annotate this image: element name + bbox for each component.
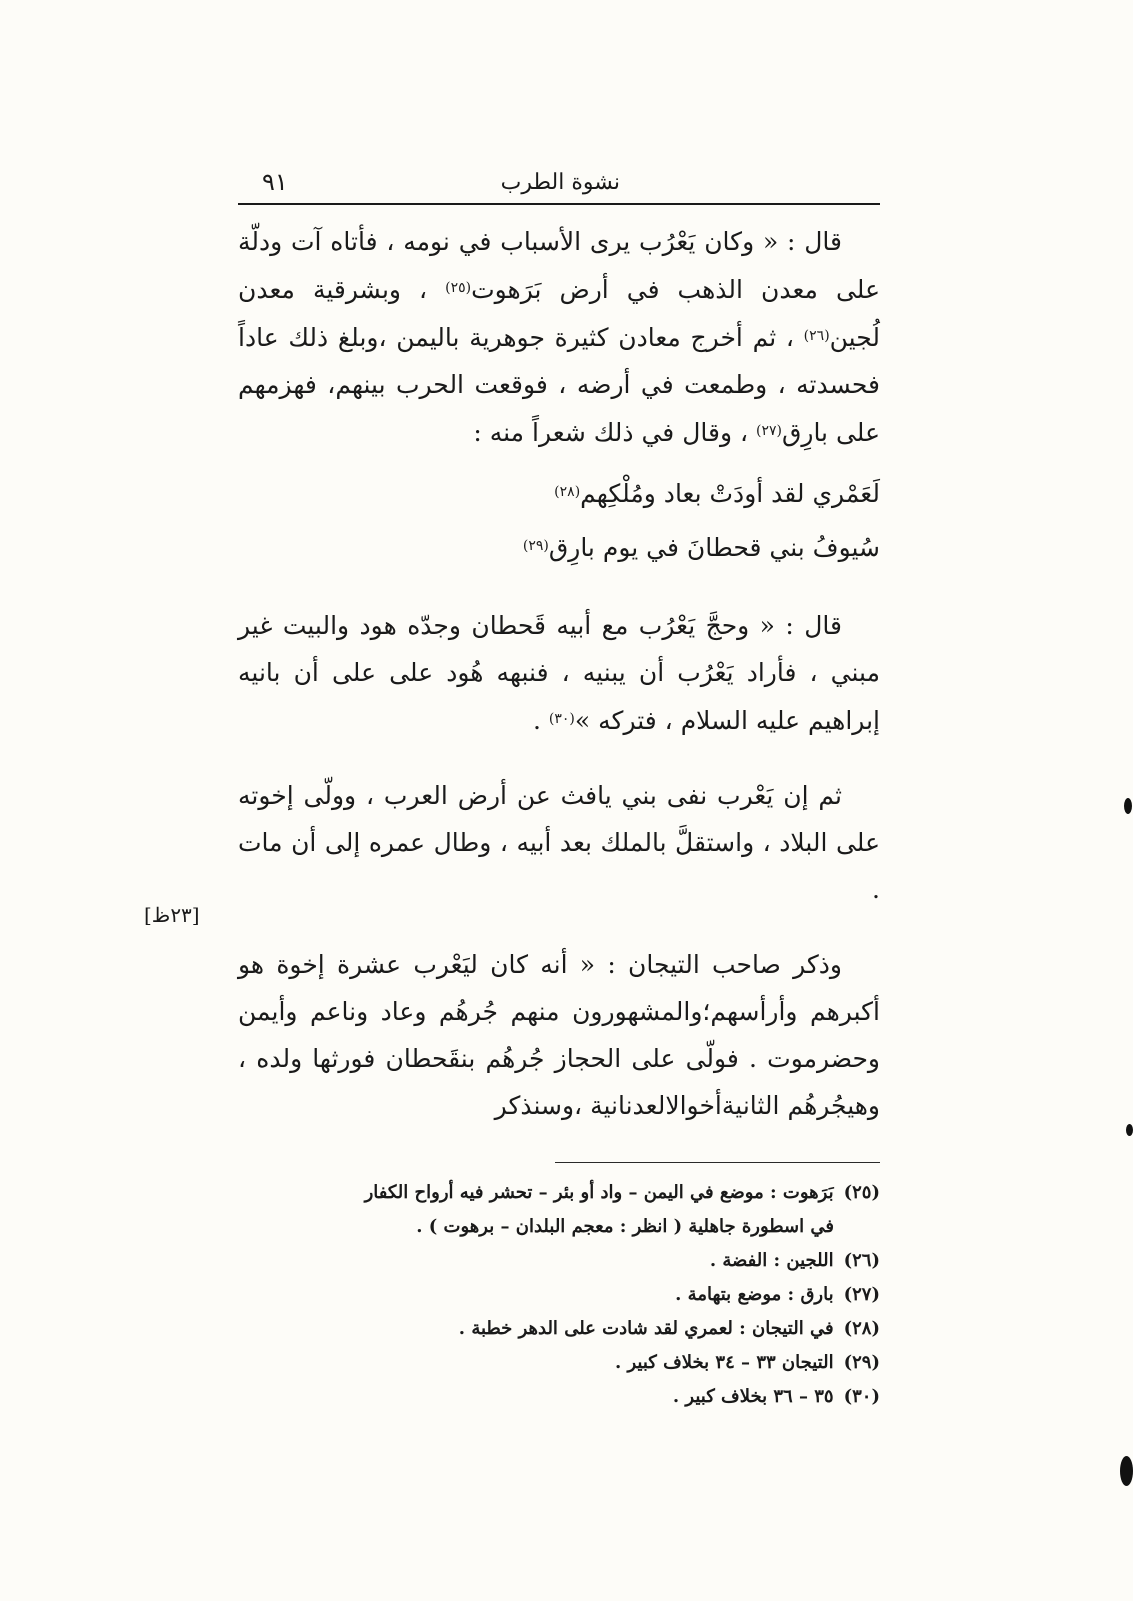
scan-edge-mark-2 (1126, 1124, 1133, 1136)
page-number: ٩١ (262, 168, 288, 196)
footnote-ref-29: (٢٩) (522, 538, 549, 554)
footnote-25: (٢٥)بَرَهوت : موضع في اليمن – واد أو بئر – تحشر فيه أرواح الكفار في اسطورة جاهلية ( انظر : معجم البلدان – برهوت ) . (364, 1182, 880, 1237)
footnote-ref-30: (٣٠) (548, 711, 575, 727)
paragraph-1: قال : « وكان يَعْرُب يرى الأسباب في نومه ، فأتاه آت ودلّة على معدن الذهب في أرض بَرَهوت$^{(٢٥)}$ ، وبشرقية معدن لُجين$^{(٢٦)}$ ، ثم أخرج معادن كثيرة جوهرية باليمن ،وبلغ ذلك عاداً فحسدته ، وطمعت في أرضه ، فوقعت الحرب بينهم، فهزمهم على بارِق$^{(٢٧)}$ ، وقال في ذلك شعراً منه : (238, 227, 880, 447)
footnotes (238, 1176, 880, 1414)
paragraph-4: وذكر صاحب التيجان : « أنه كان ليَعْرب عشرة إخوة هو أكبرهم وأرأسهم؛والمشهورون منهم جُرهُم وعاد وناعم وأيمن وحضرموت . فولّى على الحجاز جُرهُم بنقَحطان فورثها ولده ، وهيجُرهُم الثانيةأخوالالعدنانية ،وسنذكر (238, 950, 880, 1120)
footnote-30: (٣٠)٣٥ – ٣٦ بخلاف كبير . (672, 1386, 880, 1407)
footnote-29: (٢٩)التيجان ٣٣ – ٣٤ بخلاف كبير . (614, 1352, 880, 1373)
footnote-ref-26: (٢٦) (803, 328, 830, 344)
footnote-ref-27: (٢٧) (755, 423, 782, 439)
running-title: نشوة الطرب (500, 170, 620, 195)
footnote-ref-25: (٢٥) (445, 280, 472, 296)
manuscript-folio-note: [٢٣ظ] (144, 903, 200, 927)
footnote-27: (٢٧)بارق : موضع بتهامة . (675, 1284, 880, 1305)
header-rule (238, 203, 880, 205)
footnote-rule (555, 1162, 880, 1163)
verse-line-2: سُيوفُ بني قحطانَ في يوم بارِق$^{(٢٩)}$ (522, 533, 880, 562)
main-text (238, 218, 880, 1129)
running-header (238, 168, 880, 202)
scan-edge-mark-3 (1120, 1456, 1133, 1486)
footnote-ref-28: (٢٨) (554, 484, 581, 500)
paragraph-2: قال : « وحجَّ يَعْرُب مع أبيه قَحطان وجدّه هود والبيت غير مبني ، فأراد يَعْرُب أن يبنيه ، فنبهه هُود على على أن بانيه إبراهيم عليه السلام ، فتركه »$^{(٣٠)}$ . (238, 611, 880, 735)
scan-edge-mark-1 (1124, 798, 1132, 814)
footnote-28: (٢٨)في التيجان : لعمري لقد شادت على الدهر خطبة . (458, 1318, 880, 1339)
verse-line-1: لَعَمْري لقد أودَتْ بعاد ومُلْكِهم$^{(٢٨)}$ (554, 479, 880, 508)
paragraph-3: ثم إن يَعْرب نفى بني يافث عن أرض العرب ، وولّى إخوته على البلاد ، واستقلَّ بالملك بعد أبيه ، وطال عمره إلى أن مات . (238, 781, 880, 904)
footnote-26: (٢٦)اللجين : الفضة . (709, 1250, 880, 1271)
